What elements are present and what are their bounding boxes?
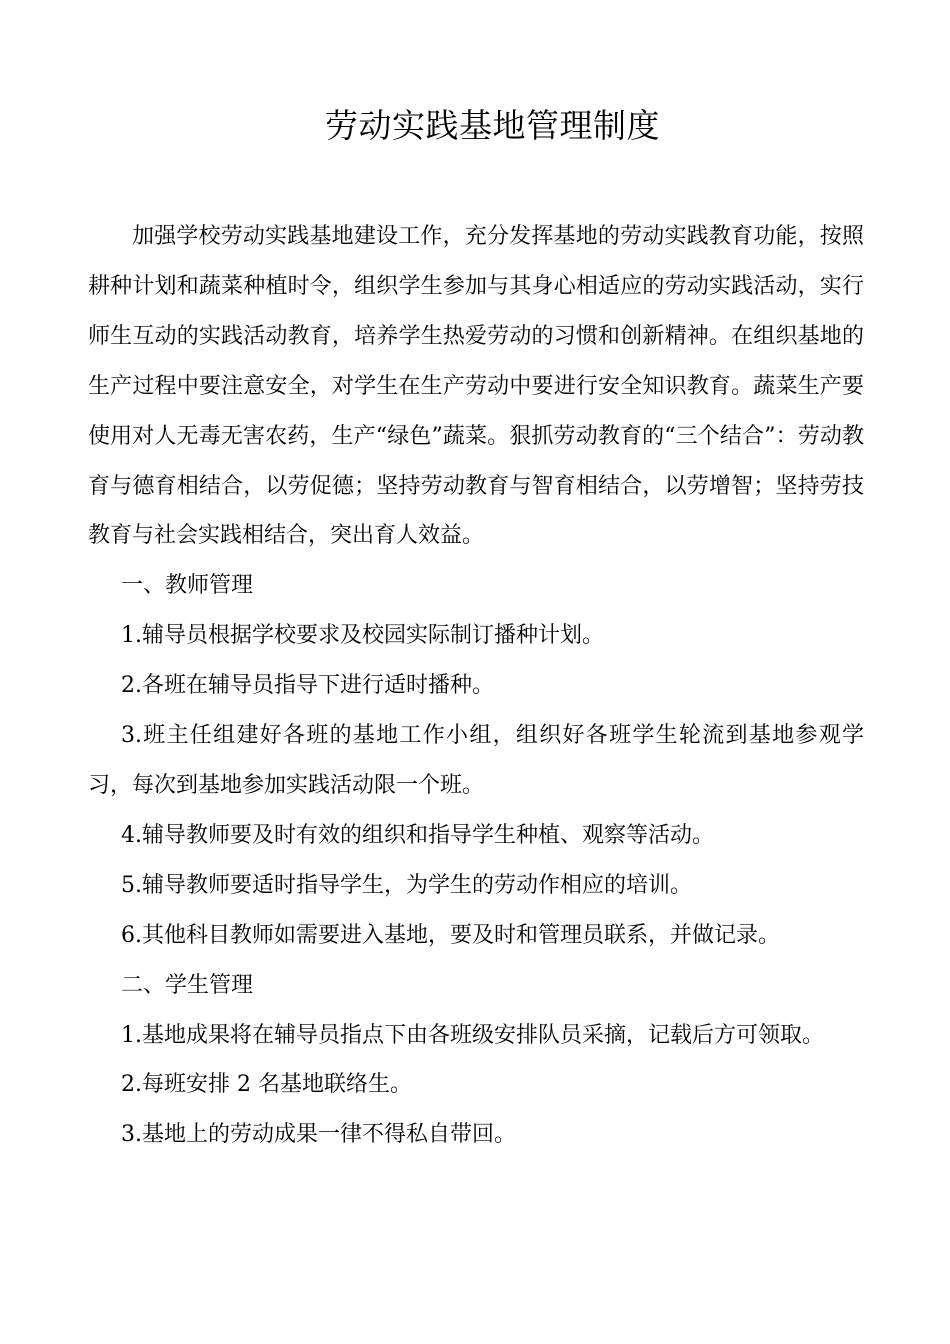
teacher-rule-1: 1.辅导员根据学校要求及校园实际制订播种计划。 (121, 623, 604, 649)
section-heading-student: 二、学生管理 (121, 972, 254, 998)
teacher-rule-6: 6.其他科目教师如需要进入基地，要及时和管理员联系，并做记录。 (121, 922, 780, 948)
teacher-rule-4: 4.辅导教师要及时有效的组织和指导学生种植、观察等活动。 (121, 822, 714, 848)
section-heading-teacher: 一、教师管理 (121, 573, 254, 599)
document-title: 劳动实践基地管理制度 (325, 106, 660, 145)
document-body (88, 212, 864, 1160)
teacher-rule-3: 3.班主任组建好各班的基地工作小组，组织好各班学生轮流到基地参观学习，每次到基地参加实践活动限一个班。 (88, 723, 864, 798)
teacher-rule-5: 5.辅导教师要适时指导学生，为学生的劳动作相应的培训。 (121, 872, 692, 898)
teacher-rule-2: 2.各班在辅导员指导下进行适时播种。 (121, 673, 494, 699)
student-rule-3: 3.基地上的劳动成果一律不得私自带回。 (121, 1122, 516, 1148)
student-rule-2: 2.每班安排 2 名基地联络生。 (121, 1072, 412, 1098)
intro-paragraph: 加强学校劳动实践基地建设工作，充分发挥基地的劳动实践教育功能，按照耕种计划和蔬菜种植时令，组织学生参加与其身心相适应的劳动实践活动，实行师生互动的实践活动教育，培养学生热爱劳动的习惯和创新精神。在组织基地的生产过程中要注意安全，对学生在生产劳动中要进行安全知识教育。蔬菜生产要使用对人无毒无害农药，生产“绿色”蔬菜。狠抓劳动教育的“三个结合”：劳动教育与德育相结合，以劳促德；坚持劳动教育与智育相结合，以劳增智；坚持劳技教育与社会实践相结合，突出育人效益。 (88, 224, 864, 549)
student-rule-1: 1.基地成果将在辅导员指点下由各班级安排队员采摘，记载后方可领取。 (121, 1022, 824, 1048)
